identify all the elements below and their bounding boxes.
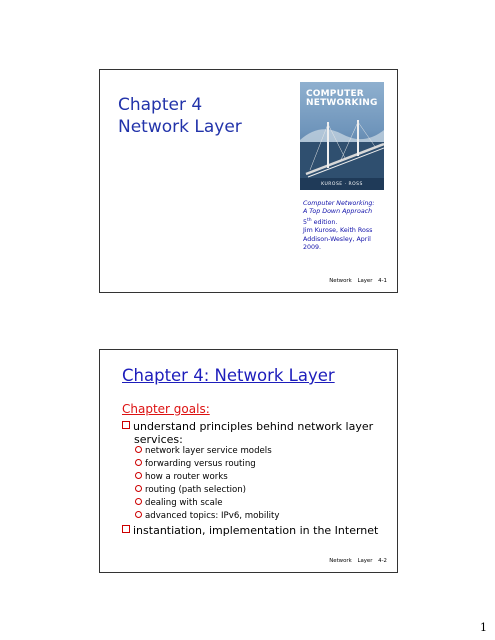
slide-1: [99, 69, 398, 293]
ref-line-5: Addison-Wesley, April: [303, 235, 371, 243]
round-bullet-icon: [135, 446, 142, 453]
sub-bullet-3: [135, 472, 228, 483]
round-bullet-icon: [135, 459, 142, 466]
round-bullet-icon: [135, 485, 142, 492]
cover-authors: KUROSE · ROSS: [321, 182, 363, 187]
sub-bullet-6: [135, 511, 279, 522]
chapter-goals-heading: Chapter goals:: [122, 402, 210, 416]
cover-title: [306, 90, 378, 108]
ref-line-6: 2009.: [303, 244, 322, 252]
slide-1-footer: Network Layer 4-1: [329, 278, 387, 284]
slide-2-footer: Network Layer 4-2: [329, 558, 387, 564]
bullet-1-line-2: services:: [134, 433, 183, 446]
cover-title-line-2: NETWORKING: [306, 98, 378, 108]
round-bullet-icon: [135, 511, 142, 518]
book-cover-image: [300, 82, 384, 190]
round-bullet-icon: [135, 472, 142, 479]
sub-bullet-2: [135, 459, 256, 470]
sub-bullet-2-text: forwarding versus routing: [145, 459, 256, 469]
ref-line-2: A Top Down Approach: [303, 208, 373, 216]
sub-bullet-5-text: dealing with scale: [145, 498, 223, 508]
sub-bullet-1-text: network layer service models: [145, 446, 272, 456]
square-bullet-icon: [122, 525, 130, 533]
ref-edition-number: 5: [303, 218, 308, 226]
slide-2-title: Chapter 4: Network Layer: [122, 366, 335, 385]
sub-bullet-4: [135, 485, 246, 496]
round-bullet-icon: [135, 498, 142, 505]
cover-title-line-1: COMPUTER: [306, 89, 364, 99]
bullet-1-line-1: understand principles behind network layer: [133, 420, 374, 433]
book-reference: [303, 200, 393, 253]
page-number: 1: [480, 621, 487, 634]
sub-bullet-6-text: advanced topics: IPv6, mobility: [145, 511, 280, 521]
slide-2: [99, 349, 398, 573]
bullet-2-text: instantiation, implementation in the Internet: [133, 524, 379, 537]
ref-line-4: Jim Kurose, Keith Ross: [303, 227, 373, 235]
bullet-1: [122, 420, 373, 446]
sub-bullet-3-text: how a router works: [145, 472, 228, 482]
sub-bullet-5: [135, 498, 223, 509]
ref-edition-sup: th: [307, 217, 312, 223]
ref-edition-rest: edition.: [311, 218, 338, 226]
bullet-2: [122, 524, 378, 537]
square-bullet-icon: [122, 421, 130, 429]
ref-edition: [303, 217, 393, 228]
slide-1-title: [118, 94, 242, 138]
sub-bullet-4-text: routing (path selection): [145, 485, 247, 495]
slide-1-title-line-1: Chapter 4: [118, 95, 203, 115]
ref-line-1: Computer Networking:: [303, 200, 375, 207]
slide-1-title-line-2: Network Layer: [118, 117, 242, 137]
sub-bullet-1: [135, 446, 272, 457]
